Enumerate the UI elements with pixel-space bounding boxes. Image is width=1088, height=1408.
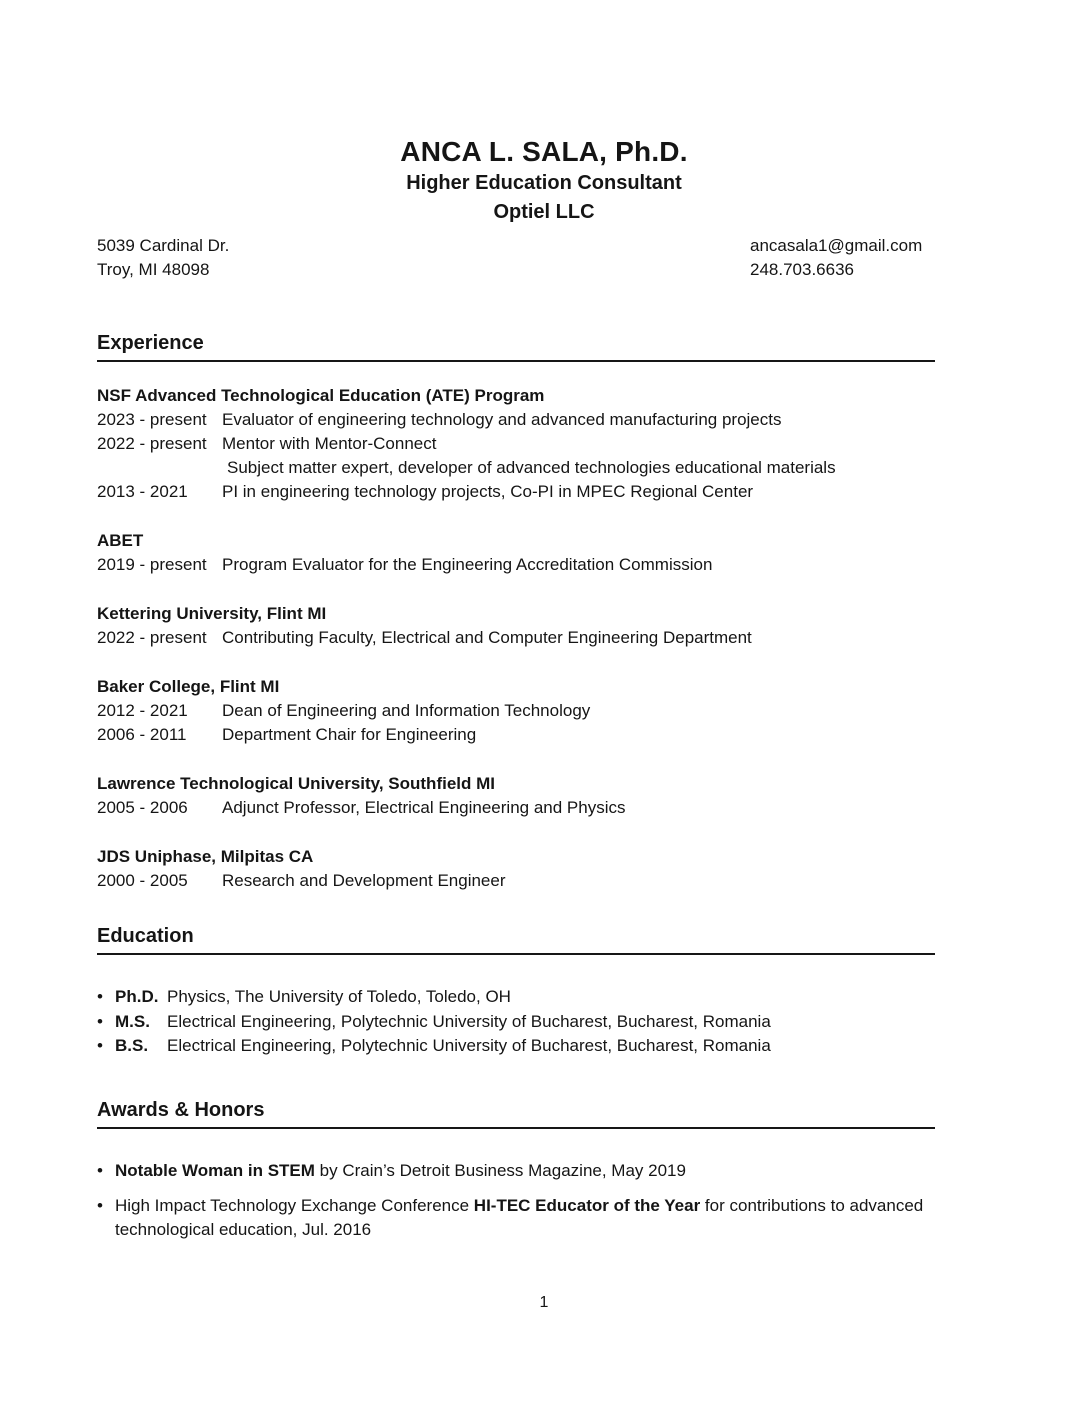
role-dates: 2022 - present <box>97 628 207 647</box>
experience-role-row <box>97 480 940 504</box>
role-description: Dean of Engineering and Information Technology <box>222 701 591 720</box>
bullet-icon: • <box>97 1036 103 1055</box>
role-dates: 2012 - 2021 <box>97 701 188 720</box>
bullet-icon: • <box>97 1011 103 1031</box>
experience-role-row <box>97 432 940 456</box>
phone-text: 248.703.6636 <box>750 260 854 279</box>
experience-entries <box>97 384 940 893</box>
contact-address <box>97 234 229 282</box>
degree-label: B.S. <box>115 1036 149 1055</box>
degree-label: M.S. <box>115 1011 150 1031</box>
education-item <box>97 1010 940 1035</box>
experience-employer <box>97 384 940 504</box>
bullet-icon: • <box>97 1160 103 1180</box>
employer-name: NSF Advanced Technological Education (ATE) Program <box>97 386 545 405</box>
role-dates: 2013 - 2021 <box>97 482 188 501</box>
role-description: Evaluator of engineering technology and advanced manufacturing projects <box>222 410 782 429</box>
award-text <box>115 1159 940 1183</box>
role-dates: 2005 - 2006 <box>97 798 188 817</box>
address-line-1: 5039 Cardinal Dr. <box>97 236 230 255</box>
degree-details: Physics, The University of Toledo, Toledo, OH <box>167 987 511 1006</box>
person-name: ANCA L. SALA, Ph.D. <box>400 136 688 167</box>
award-text-segment: by Crain’s Detroit Business Magazine, May 2019 <box>314 1160 686 1180</box>
role-description: Adjunct Professor, Electrical Engineering and Physics <box>222 798 626 817</box>
experience-heading: Experience <box>97 330 935 362</box>
experience-role-row <box>97 723 940 747</box>
award-text-segment: for contributions to advanced technological education, Jul. 2016 <box>115 1195 924 1239</box>
awards-heading: Awards & Honors <box>97 1097 935 1129</box>
experience-role-row <box>97 626 940 650</box>
role-description: Subject matter expert, developer of advanced technologies educational materials <box>227 458 836 477</box>
role-dates: 2000 - 2005 <box>97 871 188 890</box>
employer-name: ABET <box>97 531 144 550</box>
page-number: 1 <box>539 1294 549 1311</box>
employer-name: Lawrence Technological University, Southfield MI <box>97 774 495 793</box>
role-dates: 2022 - present <box>97 434 207 453</box>
bullet-icon: • <box>97 987 103 1006</box>
education-item <box>97 985 940 1010</box>
education-entries <box>97 985 940 1059</box>
contact-details <box>750 234 922 282</box>
bullet-icon: • <box>97 1195 103 1215</box>
degree-label: Ph.D. <box>115 987 159 1006</box>
experience-role-row <box>97 699 940 723</box>
awards-section <box>97 1097 940 1242</box>
education-section <box>97 923 940 1059</box>
role-description: Contributing Faculty, Electrical and Computer Engineering Department <box>222 628 752 647</box>
employer-name: Kettering University, Flint MI <box>97 604 327 623</box>
document-header <box>0 135 1088 227</box>
experience-role-row <box>97 553 940 577</box>
degree-details: Electrical Engineering, Polytechnic University of Bucharest, Bucharest, Romania <box>167 1011 771 1031</box>
experience-employer <box>97 772 940 820</box>
company-name: Optiel LLC <box>493 201 595 223</box>
education-item <box>97 1034 940 1059</box>
address-line-2: Troy, MI 48098 <box>97 260 210 279</box>
experience-employer <box>97 675 940 747</box>
role-description: Research and Development Engineer <box>222 871 506 890</box>
awards-entries <box>97 1159 940 1242</box>
employer-name: JDS Uniphase, Milpitas CA <box>97 847 314 866</box>
award-text-segment: High Impact Technology Exchange Conference <box>115 1195 474 1215</box>
role-description: Department Chair for Engineering <box>222 725 477 744</box>
role-description: Program Evaluator for the Engineering Accreditation Commission <box>222 555 713 574</box>
award-text <box>115 1194 940 1242</box>
experience-role-row <box>97 869 940 893</box>
role-description: PI in engineering technology projects, Co-PI in MPEC Regional Center <box>222 482 754 501</box>
award-item <box>97 1159 940 1183</box>
contact-block <box>0 234 1088 284</box>
experience-role-row <box>97 408 940 432</box>
degree-details: Electrical Engineering, Polytechnic University of Bucharest, Bucharest, Romania <box>167 1036 771 1055</box>
education-heading: Education <box>97 923 935 955</box>
experience-employer <box>97 845 940 893</box>
role-dates: 2019 - present <box>97 555 207 574</box>
email-text: ancasala1@gmail.com <box>750 236 923 255</box>
experience-section <box>97 330 940 893</box>
employer-name: Baker College, Flint MI <box>97 677 280 696</box>
award-item <box>97 1194 940 1242</box>
role-dates: 2023 - present <box>97 410 207 429</box>
person-title: Higher Education Consultant <box>406 172 682 194</box>
award-text-segment: HI-TEC Educator of the Year <box>473 1195 701 1215</box>
award-text-segment: Notable Woman in STEM <box>115 1160 315 1180</box>
role-description: Mentor with Mentor-Connect <box>222 434 437 453</box>
experience-role-row <box>97 456 940 480</box>
experience-employer <box>97 602 940 650</box>
experience-employer <box>97 529 940 577</box>
experience-role-row <box>97 796 940 820</box>
role-dates: 2006 - 2011 <box>97 725 187 744</box>
document-body <box>0 330 1088 1242</box>
